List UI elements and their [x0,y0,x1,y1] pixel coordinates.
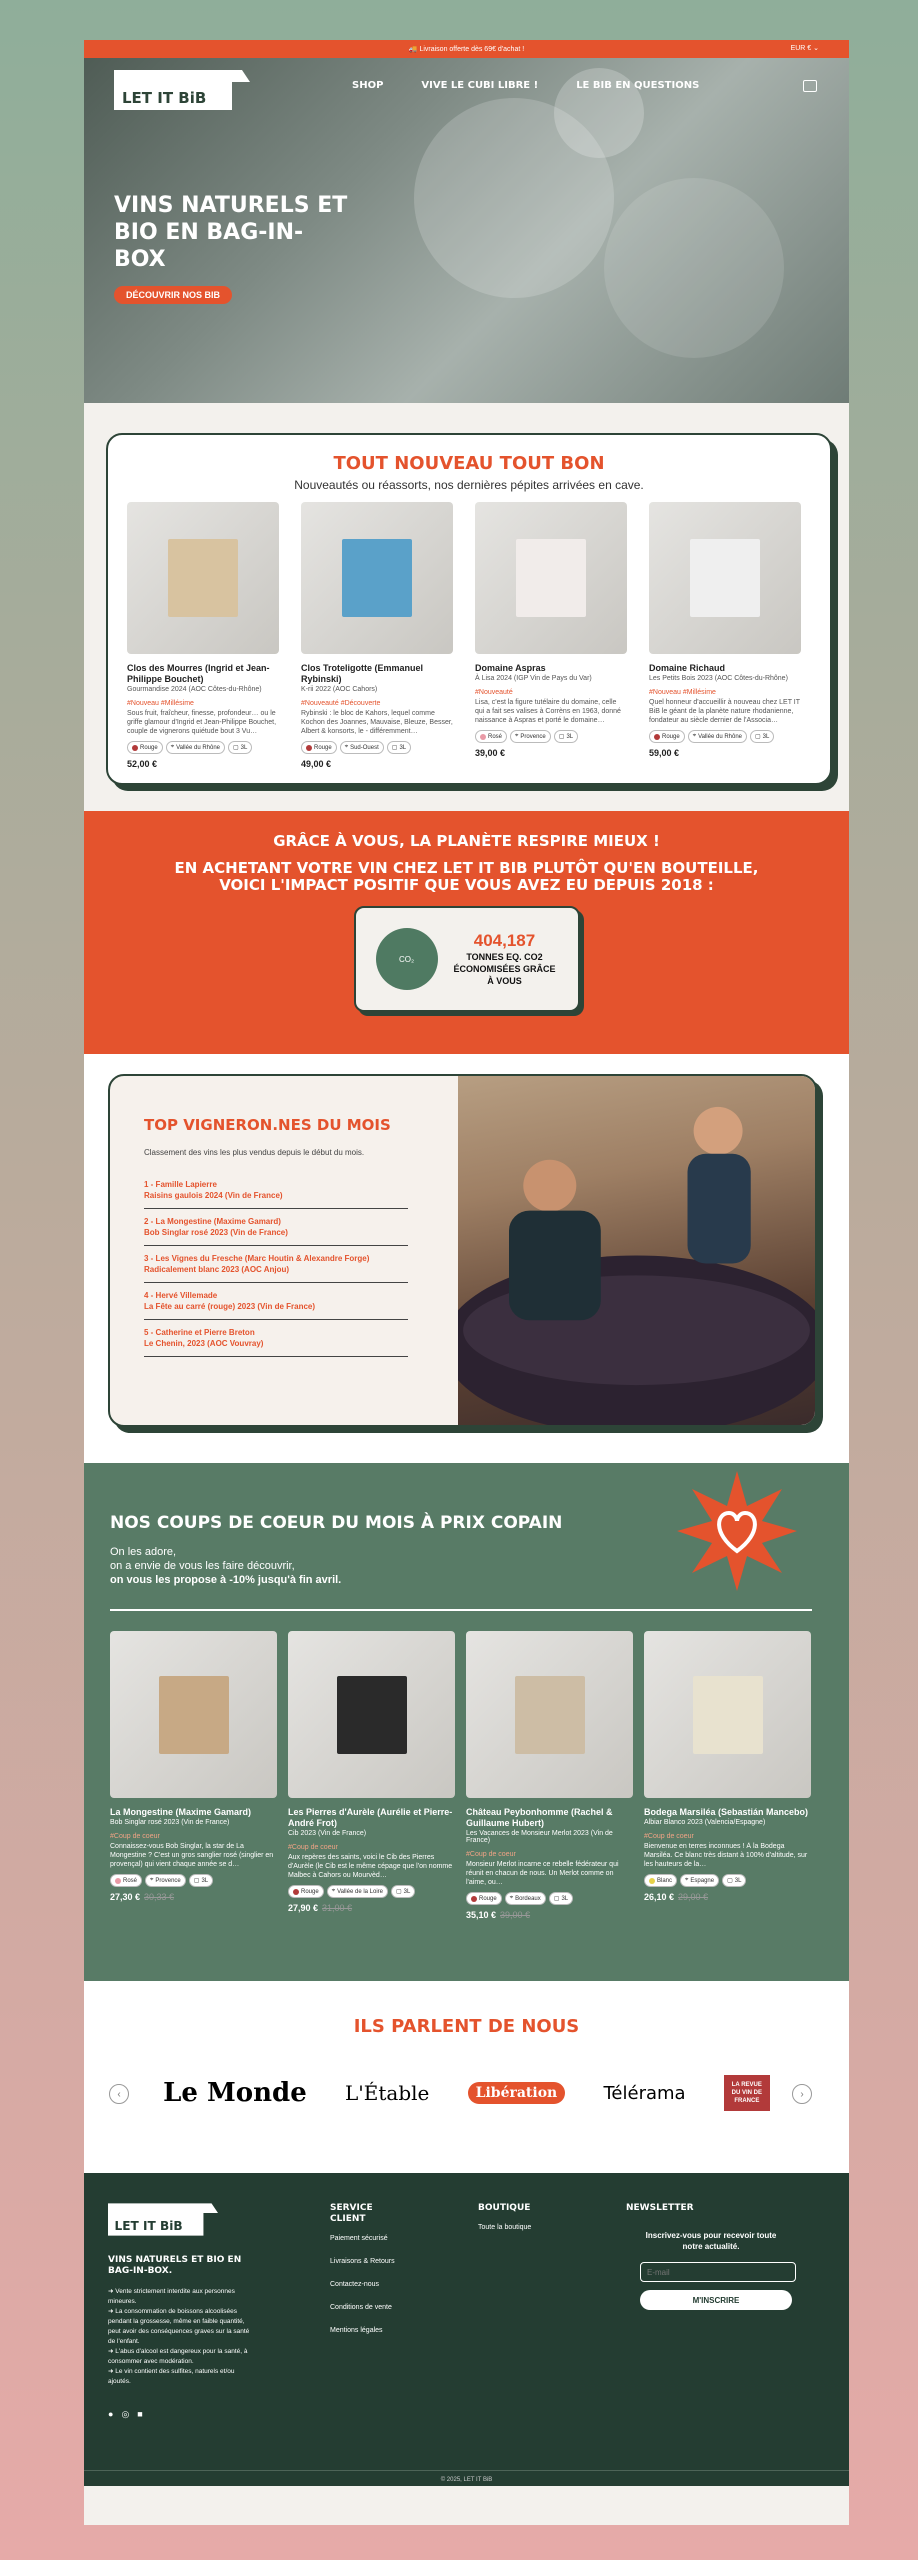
service-link[interactable]: Conditions de vente [330,2304,392,2311]
winemaker-rank-item[interactable]: 4 - Hervé Villemade La Fête au carré (rouge) 2023 (Vin de France) [144,1290,408,1320]
svg-text:LET IT BiB: LET IT BiB [114,2219,183,2234]
carousel-next-icon[interactable]: › [792,2084,812,2104]
volume-icon: ▢ [553,1896,560,1902]
product-chip: ▢ 3L [554,730,578,743]
product-meta: Gourmandise 2024 (AOC Côtes-du-Rhône) [127,686,262,693]
location-icon: ⌖ [331,1888,336,1894]
favorites-section [84,1463,849,1981]
wine-color-icon [293,1889,299,1895]
discover-button[interactable]: DÉCOUVRIR NOS BIB [114,286,232,304]
product-name[interactable]: Domaine Richaud [649,663,726,673]
product-image[interactable] [127,502,279,654]
new-arrivals-section [84,403,849,811]
instagram-icon[interactable]: ◎ [121,2409,130,2419]
top-winemakers-title: TOP VIGNERON.NES DU MOIS [144,1116,391,1134]
new-arrivals-subtitle: Nouveautés ou réassorts, nos dernières pépites arrivées en cave. [294,478,644,492]
product-image[interactable] [475,502,627,654]
volume-icon: ▢ [755,734,761,740]
wine-color-icon [306,745,312,751]
co2-badge-icon: CO₂ [376,928,438,990]
product-desc: Rybinski : le bloc de Kahors, lequel comme Kochon des Joannes, Mauvaise, Bleuze, Besser, Albert & konsorts, le - différemment… [301,710,453,735]
wine-color-icon [654,734,660,740]
location-icon: ⌖ [515,733,519,739]
wine-color-icon [115,1878,121,1884]
site-logo[interactable] [114,70,250,110]
product-chip: ▢ 3L [387,741,411,754]
location-icon: ⌖ [150,1877,154,1883]
winemaker-rank-item[interactable]: 2 - La Mongestine (Maxime Gamard) Bob Singlar rosé 2023 (Vin de France) [144,1216,408,1246]
volume-icon: ▢ [396,1889,402,1895]
product-chip: ⌖ Bordeaux [505,1892,546,1905]
favorites-line2: on a envie de vous les faire découvrir, [110,1560,295,1572]
co2-number: 404,187 [473,931,536,950]
product-price: 27,90 € 31,00 € [288,1903,353,1913]
product-chip: Blanc [644,1874,677,1887]
product-image[interactable] [649,502,801,654]
nav-vive-le-cubi[interactable]: VIVE LE CUBI LIBRE ! [421,80,539,91]
carousel-prev-icon[interactable]: ‹ [109,2084,129,2104]
old-price: 31,00 € [322,1903,353,1913]
co2-label: TONNES EQ. CO2 ÉCONOMISÉES GRÂCE À VOUS [453,952,556,986]
page [84,40,849,2525]
wine-color-icon [471,1896,477,1902]
footer-divider [84,2470,849,2471]
planet-line2: EN ACHETANT VOTRE VIN CHEZ LET IT BIB PLUTÔT QU'EN BOUTEILLE, VOICI L'IMPACT POSITIF QUE VOUS AVEZ EU DEPUIS 2018 : [174,859,759,894]
favorites-line1: On les adore, [110,1546,177,1558]
wine-color-icon [480,734,486,740]
logo-etable[interactable]: L'Étable [345,2081,430,2105]
new-arrivals-card [106,433,832,785]
bib-box-image [342,539,412,617]
product-desc: Bienvenue en terres inconnues ! À la Bodega Marsiléa. Ce blanc très distant à 100% d'altitude, sur les hauteurs de la… [644,1843,808,1868]
top-winemakers-card [108,1074,817,1427]
old-price: 39,00 € [500,1910,531,1920]
product-tag: #Coup de coeur [466,1851,516,1858]
heart-burst-icon [677,1471,797,1591]
winemaker-rank-item[interactable]: 5 - Catherine et Pierre Breton Le Chenin, 2023 (AOC Vouvray) [144,1327,408,1357]
boutique-link[interactable]: Toute la boutique [478,2224,532,2231]
product-chip: ⌖ Vallée du Rhône [688,730,747,743]
product-card[interactable] [110,1631,277,1920]
product-card[interactable] [127,502,279,769]
product-desc: Connaissez-vous Bob Singlar, la star de La Mongestine ? C'est un gros sanglier rosé (singlier en provençal) qui vient chaque année se d… [110,1843,274,1868]
divider [110,1609,812,1611]
product-name[interactable]: Domaine Aspras [475,663,546,673]
product-desc: Quel honneur d'accueillir à nouveau chez LET IT BiB le géant de la planète nature rhodanienne, fondateur au siècle dernier de l'Associa… [649,699,800,724]
product-chip: ⌖ Espagne [680,1874,719,1887]
product-chip: Rosé [110,1874,142,1887]
product-meta: Bob Singlar rosé 2023 (Vin de France) [110,1819,230,1826]
product-meta: Albiar Blanco 2023 (Valencia/Espagne) [644,1819,766,1826]
product-card[interactable] [475,502,627,769]
wine-color-icon [132,745,138,751]
product-price: 26,10 € 29,00 € [644,1892,709,1902]
product-chip: Rosé [475,730,507,743]
newsletter-text: Inscrivez-vous pour recevoir toute notre actualité. [645,2231,777,2251]
hero-title: VINS NATURELS ET BIO EN BAG-IN-BOX [114,193,348,272]
product-meta: Les Vacances de Monsieur Merlot 2023 (Vin de France) [466,1830,613,1844]
hero-banner [84,58,849,403]
product-name[interactable]: Bodega Marsiléa (Sebastián Mancebo) [644,1807,809,1817]
product-chip: ▢ 3L [549,1892,573,1905]
nav-shop[interactable]: SHOP [352,80,384,91]
product-desc: Aux repères des saints, voici le Cib des Pierres d'Aurèle (le Cib est le même cépage que l'on nomme Malbec à Cahors ou Mourvèd… [288,1854,453,1879]
product-chip: Rouge [288,1885,324,1898]
press-section [84,1981,849,2173]
product-price: 27,30 € 30,33 € [110,1892,175,1902]
nav-bib-questions[interactable]: LE BIB EN QUESTIONS [576,80,700,91]
service-link[interactable]: Livraisons & Retours [330,2258,395,2265]
product-name[interactable]: Les Pierres d'Aurèle (Aurélie et Pierre-André Frot) [288,1807,453,1828]
product-image[interactable] [301,502,453,654]
product-desc: Sous fruit, fraîcheur, finesse, profondeur… ou le griffe glamour d'Ingrid et Jean-Philippe Bouchet, couple de vignerons quiétude bout 3 Vu… [127,710,277,735]
bib-box-image [337,1676,407,1754]
cart-icon[interactable] [803,80,817,92]
service-link[interactable]: Contactez-nous [330,2281,380,2288]
wine-color-icon [649,1878,655,1884]
product-chip: Rouge [301,741,337,754]
favorites-title: NOS COUPS DE COEUR DU MOIS À PRIX COPAIN [110,1513,563,1533]
volume-icon: ▢ [727,1878,733,1884]
top-winemakers-list [144,1179,408,1357]
product-meta: À Lisa 2024 (IGP Vin de Pays du Var) [475,675,592,682]
planet-impact-section [84,811,849,1054]
product-chip: ▢ 3L [189,1874,213,1887]
top-winemakers-subtitle: Classement des vins les plus vendus depuis le début du mois. [144,1148,365,1157]
favorites-line3: on vous les propose à -10% jusqu'à fin avril. [110,1574,342,1586]
product-chip: ⌖ Vallée du Rhône [166,741,225,754]
footer-logo[interactable] [108,2203,218,2236]
product-image[interactable] [110,1631,277,1798]
product-chip: ▢ 3L [228,741,252,754]
product-chip: Rouge [466,1892,502,1905]
product-chip: ⌖ Vallée de la Loire [327,1885,388,1898]
product-tag: #Nouveau #Millésime [649,689,716,696]
product-meta: Les Petits Bois 2023 (AOC Côtes-du-Rhône) [649,675,788,682]
product-image[interactable] [644,1631,811,1798]
product-chip: ▢ 3L [391,1885,415,1898]
location-icon: ⌖ [509,1895,514,1901]
bib-box-image [516,539,586,617]
product-name[interactable]: La Mongestine (Maxime Gamard) [110,1807,252,1817]
newsletter-title: NEWSLETTER [626,2203,694,2213]
winemakers-photo [458,1076,815,1425]
co2-counter [354,906,580,1012]
product-name[interactable]: Clos Troteligotte (Emmanuel Rybinski) [301,663,424,684]
product-price: 59,00 € [649,748,680,758]
product-card[interactable] [466,1631,633,1920]
facebook-icon[interactable]: ● [108,2409,114,2419]
product-price: 49,00 € [301,759,332,769]
winemaker-rank-item[interactable]: 3 - Les Vignes du Fresche (Marc Houtin & Alexandre Forge) Radicalement blanc 2023 (AOC Anjou) [144,1253,408,1283]
service-link[interactable]: Paiement sécurisé [330,2235,388,2242]
product-desc: Monsieur Merlot incarne ce rebelle fédérateur qui réunit en chacun de nous. Un Merlot comme on l'aime, ou… [466,1861,619,1886]
svg-text:LET IT BiB: LET IT BiB [122,89,207,107]
product-tag: #Nouveauté #Découverte [301,700,381,707]
service-link[interactable]: Mentions légales [330,2327,383,2334]
product-tag: #Nouveauté [475,689,513,696]
favorites-grid [110,1631,812,1920]
copyright: © 2025, LET IT BiB [440,2477,493,2483]
subscribe-button[interactable]: M'INSCRIRE [640,2290,792,2310]
product-chip: ▢ 3L [722,1874,746,1887]
location-icon: ⌖ [692,733,697,739]
old-price: 29,00 € [678,1892,709,1902]
email-field[interactable] [640,2262,796,2282]
volume-icon: ▢ [233,745,239,751]
new-arrivals-grid [127,502,811,769]
top-winemakers-section [84,1054,849,1463]
logo-liberation[interactable]: Libération [468,2082,566,2104]
product-tag: #Coup de coeur [288,1844,338,1851]
logo-le-monde[interactable]: Le Monde [163,2078,307,2108]
product-tag: #Coup de coeur [110,1833,160,1840]
product-card[interactable] [644,1631,811,1920]
currency-selector[interactable]: EUR € ⌄ [790,45,819,52]
product-price: 52,00 € [127,759,158,769]
location-icon: ⌖ [344,744,349,750]
product-chip: ▢ 3L [750,730,774,743]
main-nav [352,80,699,91]
footer-tagline: VINS NATURELS ET BIO EN BAG-IN-BOX. [108,2255,242,2276]
product-image[interactable] [466,1631,633,1798]
volume-icon: ▢ [558,734,565,740]
product-chip: ⌖ Provence [510,730,551,743]
product-name[interactable]: Château Peybonhomme (Rachel & Guillaume Hubert) [466,1807,613,1828]
bib-box-image [168,539,238,617]
product-chip: Rouge [649,730,685,743]
product-card[interactable] [649,502,801,769]
product-tag: #Nouveau #Millésime [127,700,194,707]
product-price: 35,10 € 39,00 € [466,1910,531,1920]
product-desc: Lisa, c'est la figure tutélaire du domaine, celle qui a fait ses valises à Corrèns en 1963, donné naissance à Aspras et porté le domaine… [475,699,621,724]
bib-box-image [515,1676,585,1754]
announcement-text: 🚚 Livraison offerte dès 69€ d'achat ! [408,46,525,53]
boutique-title: BOUTIQUE [478,2203,531,2213]
product-chip: ⌖ Provence [145,1874,186,1887]
product-card[interactable] [288,1631,455,1920]
bib-box-image [693,1676,763,1754]
product-meta: Cib 2023 (Vin de France) [288,1830,367,1837]
winemaker-rank-item[interactable]: 1 - Famille Lapierre Raisins gaulois 2024 (Vin de France) [144,1179,408,1209]
new-arrivals-title: TOUT NOUVEAU TOUT BON [333,453,605,474]
press-title: ILS PARLENT DE NOUS [353,2016,580,2037]
bib-box-image [690,539,760,617]
logo-revue-vin[interactable]: LA REVUE DU VIN DE FRANCE [724,2075,770,2111]
product-name[interactable]: Clos des Mourres (Ingrid et Jean-Philippe Bouchet) [127,663,270,684]
product-meta: K-rii 2022 (AOC Cahors) [301,686,378,693]
product-price: 39,00 € [475,748,506,758]
product-card[interactable] [301,502,453,769]
announcement-bar [84,40,849,58]
volume-icon: ▢ [193,1878,200,1884]
product-chip: ⌖ Sud-Ouest [340,741,384,754]
planet-line1: GRÂCE À VOUS, LA PLANÈTE RESPIRE MIEUX ! [273,832,660,850]
old-price: 30,33 € [144,1892,175,1902]
location-icon: ⌖ [170,744,175,750]
volume-icon: ▢ [391,745,398,751]
bib-box-image [159,1676,229,1754]
product-tag: #Coup de coeur [644,1833,694,1840]
product-image[interactable] [288,1631,455,1798]
footer-legal: ➜ Vente strictement interdite aux personnes mineures. ➜ La consommation de boissons alcoolisées pendant la grossesse, même en faible quantité, peut avoir des conséquences graves sur la santé de l'enfant. ➜ L'abus d'alcool est dangereux pour la santé, à consommer avec modération. ➜ Le vin contient des sulfites, naturels et/ou ajoutés. [108,2288,250,2385]
service-title: SERVICE CLIENT [330,2203,373,2224]
press-logos [144,2075,789,2111]
logo-telerama[interactable]: Télérama [603,2082,686,2104]
location-icon: ⌖ [685,1877,689,1883]
product-chip: Rouge [127,741,163,754]
service-links [330,2235,410,2334]
footer [84,2173,849,2486]
linkedin-icon[interactable]: ■ [137,2409,143,2419]
